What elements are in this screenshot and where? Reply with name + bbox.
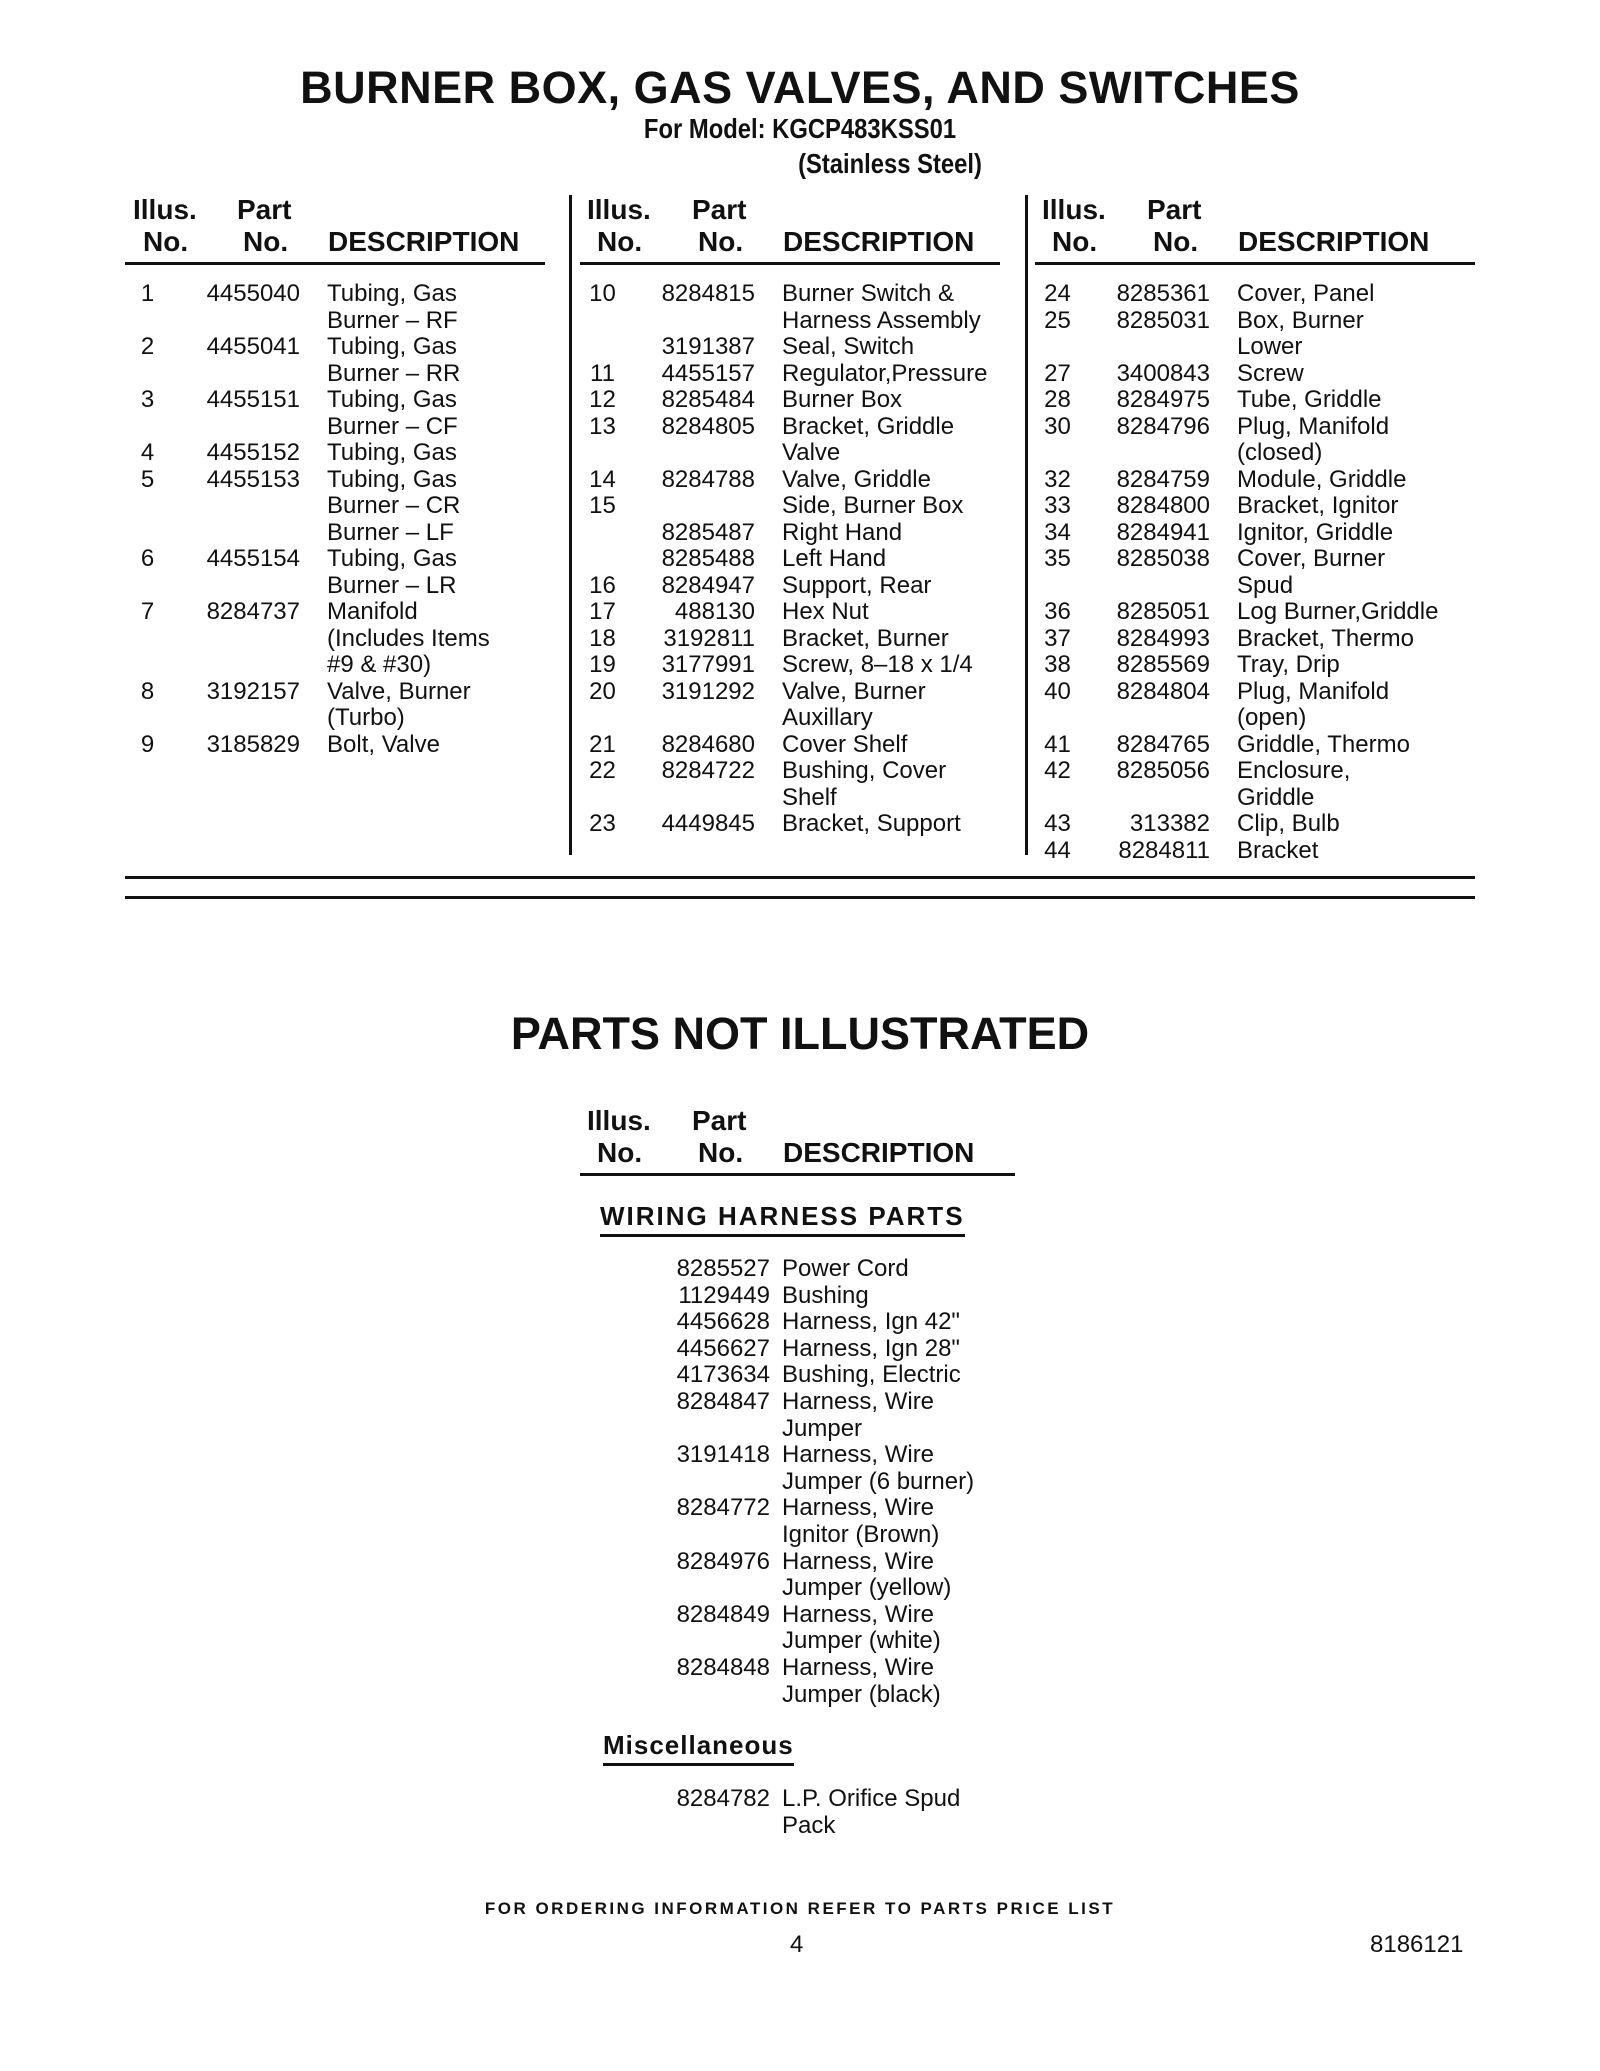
part-number: 3191387 — [661, 333, 755, 360]
table-row — [1035, 732, 1455, 759]
part-description: Griddle, Thermo — [1237, 730, 1410, 758]
part-description: Harness, Ign 28" — [782, 1334, 960, 1362]
parts-list — [125, 281, 545, 758]
table-row — [125, 732, 545, 759]
header-illus-no: No. — [143, 226, 189, 257]
header-description: DESCRIPTION — [783, 226, 975, 257]
header-description: DESCRIPTION — [783, 1137, 975, 1168]
part-number: 4455151 — [206, 386, 300, 413]
table-row — [580, 626, 1000, 653]
illus-number: 9 — [140, 730, 155, 758]
part-description: Griddle — [1237, 783, 1315, 811]
header-illus: Illus. — [1042, 194, 1106, 225]
header-illus: Illus. — [133, 194, 197, 225]
illus-number: 42 — [1044, 757, 1071, 784]
header-part: Part — [692, 194, 747, 225]
table-row — [1035, 573, 1455, 600]
part-number: 8285487 — [661, 518, 755, 546]
table-row — [1035, 679, 1455, 706]
part-description: Seal, Switch — [782, 333, 915, 360]
part-description: Clip, Bulb — [1237, 810, 1340, 837]
wiring-harness-list — [580, 1256, 1015, 1708]
table-row — [125, 334, 545, 361]
part-number: 8285527 — [676, 1255, 770, 1282]
part-description: Cover, Burner — [1237, 545, 1386, 572]
header-part-no: No. — [243, 226, 289, 257]
part-number: 8284796 — [1116, 412, 1210, 440]
illus-number: 35 — [1044, 545, 1071, 572]
part-description: Harness, Ign 42" — [782, 1308, 960, 1336]
table-row — [580, 1283, 1015, 1310]
table-row — [125, 679, 545, 706]
part-description: Power Cord — [782, 1255, 909, 1282]
table-row — [580, 1362, 1015, 1389]
part-description: Burner – RR — [327, 359, 461, 387]
part-description: Ignitor, Griddle — [1237, 518, 1394, 546]
illus-number: 7 — [140, 598, 155, 625]
column-header — [580, 190, 1000, 265]
table-row — [580, 1416, 1015, 1443]
part-number: 3191292 — [661, 677, 755, 705]
illus-number: 27 — [1044, 359, 1071, 387]
illus-number: 30 — [1044, 412, 1071, 440]
table-row — [125, 520, 545, 547]
table-row — [125, 705, 545, 732]
table-row — [580, 1655, 1015, 1682]
table-row — [580, 705, 1000, 732]
table-row — [580, 1549, 1015, 1576]
illus-number: 22 — [589, 757, 616, 784]
table-row — [580, 652, 1000, 679]
table-row — [125, 546, 545, 573]
table-row — [580, 679, 1000, 706]
table-row — [580, 1309, 1015, 1336]
part-description: Right Hand — [782, 518, 903, 546]
part-description: Valve, Burner — [782, 677, 926, 705]
illus-number: 20 — [589, 677, 616, 705]
part-description: Log Burner,Griddle — [1237, 598, 1439, 625]
part-number: 3177991 — [661, 651, 755, 678]
table-row — [1035, 838, 1455, 865]
part-number: 8284788 — [661, 465, 755, 493]
section-rule — [125, 876, 1475, 879]
table-row — [580, 732, 1000, 759]
part-description: Jumper (white) — [782, 1627, 941, 1655]
part-description: Tubing, Gas — [327, 439, 457, 466]
table-row — [580, 1813, 1015, 1840]
part-description: (Turbo) — [327, 704, 405, 731]
part-description: Bracket — [1237, 836, 1319, 864]
table-row — [1035, 758, 1455, 785]
illus-number: 28 — [1044, 386, 1071, 413]
table-row — [125, 493, 545, 520]
part-description: Tube, Griddle — [1237, 386, 1382, 413]
part-description: Jumper (6 burner) — [782, 1467, 975, 1495]
table-row — [580, 361, 1000, 388]
part-number: 8284737 — [206, 598, 300, 625]
part-description: Tray, Drip — [1237, 651, 1340, 678]
illus-number: 25 — [1044, 306, 1071, 334]
part-number: 8284805 — [661, 412, 755, 440]
part-number: 4456627 — [676, 1334, 770, 1362]
part-description: Enclosure, — [1237, 757, 1351, 784]
part-description: Ignitor (Brown) — [782, 1520, 940, 1548]
illus-number: 19 — [589, 651, 616, 678]
table-row — [1035, 493, 1455, 520]
illus-number: 21 — [589, 730, 616, 758]
part-description: Manifold — [327, 598, 418, 625]
table-row — [580, 440, 1000, 467]
illus-number: 34 — [1044, 518, 1071, 546]
part-description: #9 & #30) — [327, 651, 432, 678]
part-description: Cover, Panel — [1237, 280, 1375, 307]
part-description: Jumper — [782, 1414, 863, 1442]
part-description: Bracket, Griddle — [782, 412, 955, 440]
illus-number: 40 — [1044, 677, 1071, 705]
table-row — [580, 599, 1000, 626]
part-number: 3191418 — [676, 1441, 770, 1469]
table-row — [1035, 599, 1455, 626]
part-number: 3400843 — [1116, 359, 1210, 387]
part-number: 8284975 — [1116, 386, 1210, 413]
part-number: 4455157 — [661, 359, 755, 387]
table-row — [580, 1602, 1015, 1629]
table-row — [580, 308, 1000, 335]
table-row — [1035, 281, 1455, 308]
part-number: 3192811 — [663, 624, 755, 652]
part-description: Lower — [1237, 333, 1303, 360]
part-number: 1129449 — [678, 1281, 770, 1309]
table-row — [125, 387, 545, 414]
part-number: 4455152 — [206, 439, 300, 466]
table-row — [125, 361, 545, 388]
miscellaneous-heading: Miscellaneous — [603, 1730, 794, 1766]
part-description: L.P. Orifice Spud — [782, 1785, 961, 1812]
table-row — [580, 1256, 1015, 1283]
part-description: Bushing, Cover — [782, 757, 947, 784]
part-number: 3192157 — [206, 677, 300, 705]
table-row — [1035, 520, 1455, 547]
part-description: Jumper (black) — [782, 1680, 941, 1708]
part-number: 8285484 — [661, 386, 755, 413]
table-row — [125, 440, 545, 467]
part-description: Screw, 8–18 x 1/4 — [782, 651, 973, 678]
table-row — [580, 493, 1000, 520]
part-description: Valve, Griddle — [782, 465, 931, 493]
table-row — [580, 1336, 1015, 1363]
part-description: Harness, Wire — [782, 1494, 935, 1522]
finish-line: (Stainless Steel) — [798, 148, 982, 179]
column-header — [1035, 190, 1475, 265]
part-number: 8284848 — [676, 1653, 770, 1681]
part-description: (open) — [1237, 704, 1307, 731]
part-description: (closed) — [1237, 439, 1323, 466]
part-description: Bushing — [782, 1281, 869, 1309]
illus-number: 11 — [590, 359, 615, 387]
header-illus-no: No. — [597, 226, 643, 257]
part-description: Burner – CR — [327, 492, 461, 519]
illus-number: 2 — [140, 333, 155, 360]
illus-number: 15 — [589, 492, 616, 519]
part-number: 8284941 — [1116, 518, 1210, 546]
part-description: Harness, Wire — [782, 1441, 935, 1469]
part-number: 8284847 — [676, 1387, 770, 1415]
table-row — [580, 520, 1000, 547]
part-number: 8284815 — [661, 280, 755, 307]
illus-number: 6 — [140, 545, 155, 572]
model-line: For Model: KGCP483KSS01 — [643, 113, 957, 144]
part-description: Harness, Wire — [782, 1600, 935, 1628]
header-part: Part — [237, 194, 292, 225]
illus-number: 33 — [1044, 492, 1071, 519]
part-number: 4455041 — [206, 333, 300, 360]
part-description: Valve — [782, 439, 841, 466]
part-number: 8285038 — [1116, 545, 1210, 572]
part-number: 8285056 — [1116, 757, 1210, 784]
part-description: Tubing, Gas — [327, 386, 457, 413]
part-description: (Includes Items — [327, 624, 490, 652]
table-row — [125, 308, 545, 335]
part-number: 4449845 — [661, 810, 755, 837]
part-description: Screw — [1237, 359, 1304, 387]
table-row — [1035, 652, 1455, 679]
header-part-no: No. — [1153, 226, 1199, 257]
parts-list — [580, 281, 1000, 838]
part-description: Pack — [782, 1811, 836, 1839]
part-description: Bushing, Electric — [782, 1361, 961, 1389]
part-description: Spud — [1237, 571, 1294, 599]
part-description: Box, Burner — [1237, 306, 1364, 334]
part-description: Plug, Manifold — [1237, 677, 1390, 705]
illus-number: 41 — [1044, 730, 1071, 758]
header-part: Part — [1147, 194, 1202, 225]
table-row — [125, 467, 545, 494]
table-row — [1035, 308, 1455, 335]
part-number: 4455154 — [206, 545, 300, 572]
part-description: Bolt, Valve — [327, 730, 440, 758]
table-row — [580, 573, 1000, 600]
part-description: Hex Nut — [782, 598, 869, 625]
table-row — [580, 1628, 1015, 1655]
table-row — [580, 1682, 1015, 1709]
part-number: 8285361 — [1116, 280, 1210, 307]
illus-number: 37 — [1044, 624, 1071, 652]
illus-number: 36 — [1044, 598, 1071, 625]
table-row — [580, 758, 1000, 785]
column-divider — [569, 195, 572, 855]
part-description: Support, Rear — [782, 571, 932, 599]
part-number: 4455153 — [206, 465, 300, 493]
illus-number: 18 — [589, 624, 616, 652]
table-row — [1035, 440, 1455, 467]
illus-number: 17 — [589, 598, 616, 625]
illus-number: 1 — [140, 280, 155, 307]
part-number: 8284947 — [661, 571, 755, 599]
table-row — [1035, 414, 1455, 441]
table-row — [125, 414, 545, 441]
part-description: Side, Burner Box — [782, 492, 964, 519]
illus-number: 13 — [589, 412, 616, 440]
section-rule — [125, 896, 1475, 899]
column-divider — [1025, 195, 1028, 855]
part-description: Harness, Wire — [782, 1387, 935, 1415]
part-description: Tubing, Gas — [327, 465, 457, 493]
part-description: Burner – RF — [327, 306, 458, 334]
table-row — [580, 1469, 1015, 1496]
table-row — [1035, 387, 1455, 414]
part-number: 4173634 — [676, 1361, 770, 1389]
part-description: Burner – LF — [327, 518, 454, 546]
part-number: 8284849 — [676, 1600, 770, 1628]
part-number: 8284976 — [676, 1547, 770, 1575]
part-description: Burner Box — [782, 386, 903, 413]
part-number: 8284804 — [1116, 677, 1210, 705]
part-description: Tubing, Gas — [327, 280, 457, 307]
table-row — [1035, 467, 1455, 494]
part-description: Bracket, Thermo — [1237, 624, 1414, 652]
table-row — [125, 281, 545, 308]
table-row — [1035, 334, 1455, 361]
table-row — [125, 599, 545, 626]
part-number: 488130 — [674, 598, 755, 625]
illus-number: 4 — [140, 439, 155, 466]
part-number: 8285031 — [1116, 306, 1210, 334]
part-description: Module, Griddle — [1237, 465, 1407, 493]
wiring-harness-heading: WIRING HARNESS PARTS — [600, 1201, 965, 1237]
header-illus-no: No. — [1052, 226, 1098, 257]
table-row — [580, 467, 1000, 494]
header-illus-no: No. — [597, 1137, 643, 1168]
miscellaneous-list — [580, 1786, 1015, 1839]
part-description: Plug, Manifold — [1237, 412, 1390, 440]
page-number: 4 — [790, 1931, 804, 1958]
illus-number: 24 — [1044, 280, 1071, 307]
part-number: 313382 — [1129, 810, 1210, 837]
table-row — [580, 546, 1000, 573]
not-illustrated-title: PARTS NOT ILLUSTRATED — [510, 1008, 1090, 1059]
illus-number: 3 — [140, 386, 155, 413]
part-number: 8285569 — [1116, 651, 1210, 678]
header-part-no: No. — [698, 1137, 744, 1168]
part-number: 8284993 — [1116, 624, 1210, 652]
parts-column-2 — [580, 190, 1000, 838]
part-description: Tubing, Gas — [327, 333, 457, 360]
part-description: Tubing, Gas — [327, 545, 457, 572]
table-row — [580, 1389, 1015, 1416]
table-row — [580, 387, 1000, 414]
column-header — [125, 190, 545, 265]
header-part-no: No. — [698, 226, 744, 257]
part-number: 8284722 — [661, 757, 755, 784]
part-description: Valve, Burner — [327, 677, 471, 705]
part-description: Harness Assembly — [782, 306, 981, 334]
part-description: Auxillary — [782, 704, 873, 731]
part-description: Burner – LR — [327, 571, 457, 599]
table-row — [1035, 705, 1455, 732]
table-row — [580, 1575, 1015, 1602]
part-description: Jumper (yellow) — [782, 1574, 952, 1602]
part-number: 8285051 — [1116, 598, 1210, 625]
part-description: Bracket, Ignitor — [1237, 492, 1399, 519]
illus-number: 23 — [589, 810, 616, 837]
table-row — [580, 281, 1000, 308]
part-description: Burner – CF — [327, 412, 458, 440]
part-description: Harness, Wire — [782, 1547, 935, 1575]
illus-number: 32 — [1044, 465, 1071, 493]
header-illus: Illus. — [587, 1105, 651, 1136]
part-description: Harness, Wire — [782, 1653, 935, 1681]
part-description: Regulator,Pressure — [782, 359, 988, 387]
illus-number: 8 — [140, 677, 155, 705]
table-row — [580, 1522, 1015, 1549]
table-row — [580, 334, 1000, 361]
illus-number: 5 — [140, 465, 155, 493]
part-number: 8284680 — [661, 730, 755, 758]
part-description: Left Hand — [782, 545, 887, 572]
ordering-footer: FOR ORDERING INFORMATION REFER TO PARTS PRICE LIST — [484, 1899, 1116, 1918]
header-description: DESCRIPTION — [328, 226, 520, 257]
part-description: Burner Switch & — [782, 280, 955, 307]
part-number: 8284811 — [1118, 836, 1210, 864]
illus-number: 16 — [589, 571, 616, 599]
table-row — [1035, 811, 1455, 838]
part-number: 8284772 — [676, 1494, 770, 1522]
header-description: DESCRIPTION — [1238, 226, 1430, 257]
illus-number: 12 — [589, 386, 616, 413]
not-illustrated-header — [580, 1105, 1015, 1176]
header-part: Part — [692, 1105, 747, 1136]
table-row — [1035, 626, 1455, 653]
part-number: 8284759 — [1116, 465, 1210, 493]
table-row — [1035, 361, 1455, 388]
table-row — [125, 626, 545, 653]
part-number: 4456628 — [676, 1308, 770, 1336]
table-row — [1035, 546, 1455, 573]
table-row — [580, 811, 1000, 838]
table-row — [1035, 785, 1455, 812]
table-row — [125, 652, 545, 679]
illus-number: 43 — [1044, 810, 1071, 837]
part-description: Bracket, Support — [782, 810, 961, 837]
document-number: 8186121 — [1370, 1931, 1464, 1958]
table-row — [580, 414, 1000, 441]
part-description: Bracket, Burner — [782, 624, 949, 652]
part-description: Cover Shelf — [782, 730, 908, 758]
part-number: 3185829 — [206, 730, 300, 758]
table-row — [580, 1786, 1015, 1813]
part-number: 8284800 — [1116, 492, 1210, 519]
parts-column-3 — [1035, 190, 1455, 864]
table-row — [125, 573, 545, 600]
table-row — [580, 785, 1000, 812]
part-number: 8284765 — [1116, 730, 1210, 758]
header-illus: Illus. — [587, 194, 651, 225]
part-description: Shelf — [782, 783, 837, 811]
table-row — [580, 1495, 1015, 1522]
part-number: 8284782 — [676, 1785, 770, 1812]
part-number: 8285488 — [661, 545, 755, 572]
page-title: BURNER BOX, GAS VALVES, AND SWITCHES — [300, 62, 1300, 113]
parts-list — [1035, 281, 1455, 864]
illus-number: 44 — [1044, 836, 1071, 864]
illus-number: 14 — [589, 465, 616, 493]
illus-number: 10 — [589, 280, 616, 307]
illus-number: 38 — [1044, 651, 1071, 678]
part-number: 4455040 — [206, 280, 300, 307]
table-row — [580, 1442, 1015, 1469]
parts-column-1 — [125, 190, 545, 758]
